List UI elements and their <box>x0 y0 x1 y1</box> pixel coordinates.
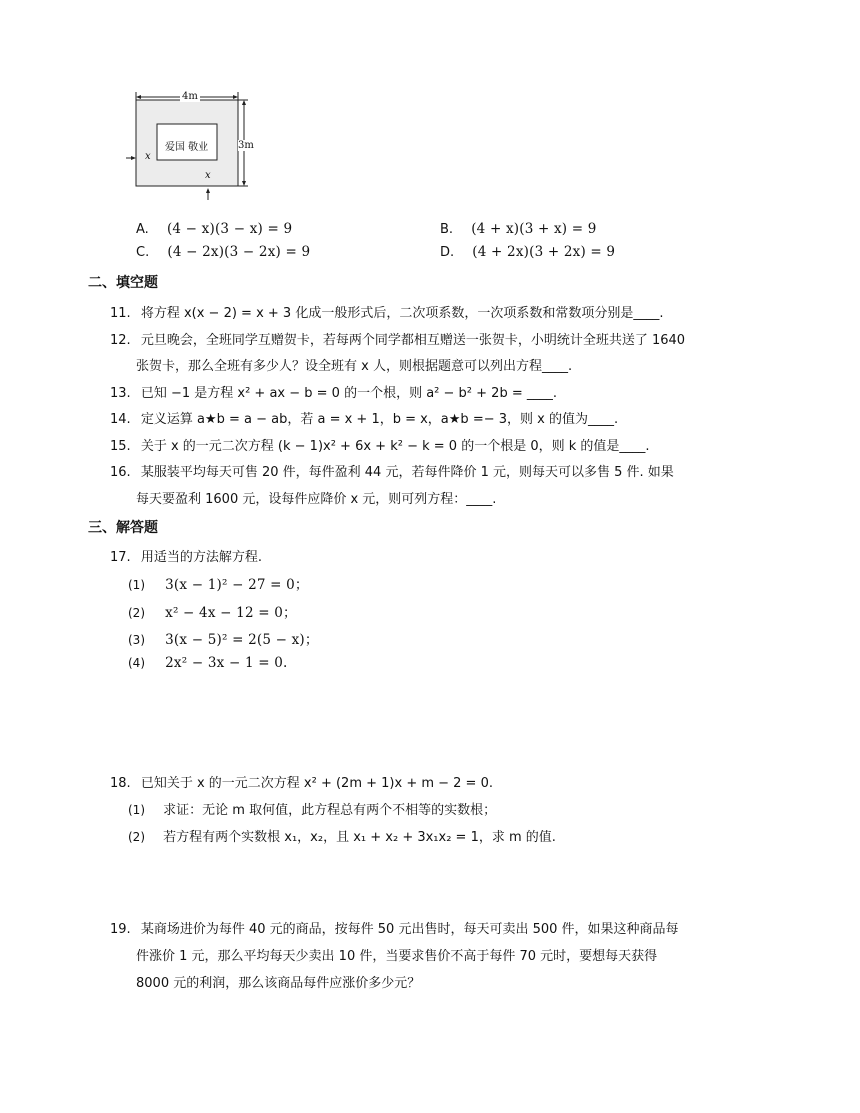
question-12-line2: 张贺卡，那么全班有多少人？设全班有 x 人，则根据题意可以列出方程____. <box>136 359 573 374</box>
question-15: 15. 关于 x 的一元二次方程 (k − 1)x² + 6x + k² − k = 0 的一个根是 0，则 k 的值是____. <box>110 439 650 454</box>
question-16: 16. 某服装平均每天可售 20 件，每件盈利 44 元，若每件降价 1 元，则每天可以多售 5 件. 如果 <box>110 465 674 480</box>
question-17-part-1: (1) 3(x − 1)² − 27 = 0； <box>128 577 309 593</box>
question-17-part-2: (2) x² − 4x − 12 = 0； <box>128 605 297 621</box>
question-14: 14. 定义运算 a★b = a − ab，若 a = x + 1，b = x，a★b =− 3，则 x 的值为____. <box>110 412 619 427</box>
question-13: 13. 已知 −1 是方程 x² + ax − b = 0 的一个根，则 a² − b² + 2b = ____. <box>110 386 557 401</box>
question-19-line2: 件涨价 1 元，那么平均每天少卖出 10 件，当要求售价不高于每件 70 元时，要想每天获得 <box>136 949 658 964</box>
question-18-part-2: (2) 若方程有两个实数根 x₁，x₂，且 x₁ + x₂ + 3x₁x₂ = 1，求 m 的值. <box>128 830 556 845</box>
section-fill-in-title: 二、填空题 <box>88 275 158 291</box>
question-17: 17. 用适当的方法解方程. <box>110 550 262 565</box>
figure-height-label: 3m <box>238 140 254 151</box>
question-19-line3: 8000 元的利润，那么该商品每件应涨价多少元？ <box>136 976 421 991</box>
option-b: B. (4 + x)(3 + x) = 9 <box>440 221 597 237</box>
question-17-part-4: (4) 2x² − 3x − 1 = 0. <box>128 655 288 671</box>
question-12: 12. 元旦晚会，全班同学互赠贺卡，若每两个同学都相互赠送一张贺卡，小明统计全班共送了 1640 <box>110 333 686 348</box>
question-18: 18. 已知关于 x 的一元二次方程 x² + (2m + 1)x + m − 2 = 0. <box>110 776 493 791</box>
question-16-line2: 每天要盈利 1600 元，设每件应降价 x 元，则可列方程：____. <box>136 492 497 507</box>
question-17-part-3: (3) 3(x − 5)² = 2(5 − x)； <box>128 632 319 648</box>
figure-inner-text: 爱国 敬业 <box>165 142 209 153</box>
option-c: C. (4 − 2x)(3 − 2x) = 9 <box>136 244 311 260</box>
section-answer-title: 三、解答题 <box>88 520 158 536</box>
question-18-part-1: (1) 求证：无论 m 取何值，此方程总有两个不相等的实数根； <box>128 803 497 818</box>
option-d: D. (4 + 2x)(3 + 2x) = 9 <box>440 244 616 260</box>
figure-width-label: 4m <box>182 91 198 102</box>
figure-x-bottom-label: x <box>205 170 211 181</box>
option-a: A. (4 − x)(3 − x) = 9 <box>136 221 293 237</box>
question-11: 11. 将方程 x(x − 2) = x + 3 化成一般形式后，二次项系数，一次项系数和常数项分别是____. <box>110 306 664 321</box>
question-19: 19. 某商场进价为每件 40 元的商品，按每件 50 元出售时，每天可卖出 500 件，如果这种商品每 <box>110 922 679 937</box>
figure-x-left-label: x <box>145 151 151 162</box>
